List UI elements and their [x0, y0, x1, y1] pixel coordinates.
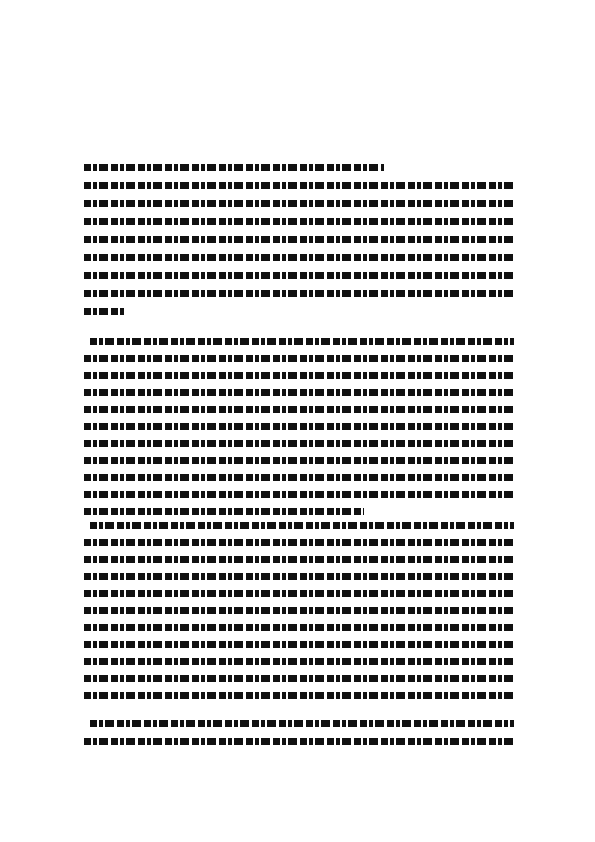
paragraph-line [84, 508, 364, 515]
paragraph-line [84, 406, 514, 413]
paragraph-line [84, 641, 514, 648]
paragraph-line [84, 164, 384, 171]
paragraph-line [90, 720, 514, 727]
paragraph-line [84, 236, 514, 243]
paragraph-line [84, 355, 514, 362]
paragraph-line [84, 457, 514, 464]
paragraph-line [84, 218, 514, 225]
paragraph-line [84, 440, 514, 447]
paragraph-line [84, 675, 514, 682]
paragraph-line [84, 491, 514, 498]
paragraph-line [84, 556, 514, 563]
paragraph-line [84, 272, 514, 279]
paragraph-line [90, 338, 514, 345]
paragraph-line [84, 372, 514, 379]
paragraph-line [84, 308, 124, 315]
paragraph-line [84, 290, 514, 297]
paragraph-line [84, 539, 514, 546]
paragraph-line [84, 692, 514, 699]
paragraph-1 [84, 164, 514, 319]
paragraph-line [84, 590, 514, 597]
document-heading-line-1 [84, 96, 514, 108]
paragraph-line [84, 200, 514, 207]
document-heading-line-2 [84, 126, 514, 138]
paragraph-3 [84, 522, 514, 702]
paragraph-line [90, 522, 514, 529]
paragraph-line [84, 423, 514, 430]
paragraph-line [84, 474, 514, 481]
paragraph-line [84, 254, 514, 261]
paragraph-line [84, 182, 514, 189]
paragraph-line [84, 658, 514, 665]
paragraph-line [84, 624, 514, 631]
paragraph-line [84, 607, 514, 614]
paragraph-line [84, 389, 514, 396]
paragraph-2 [84, 338, 514, 508]
paragraph-line [84, 738, 514, 745]
paragraph-4 [84, 720, 514, 750]
paragraph-line [84, 573, 514, 580]
